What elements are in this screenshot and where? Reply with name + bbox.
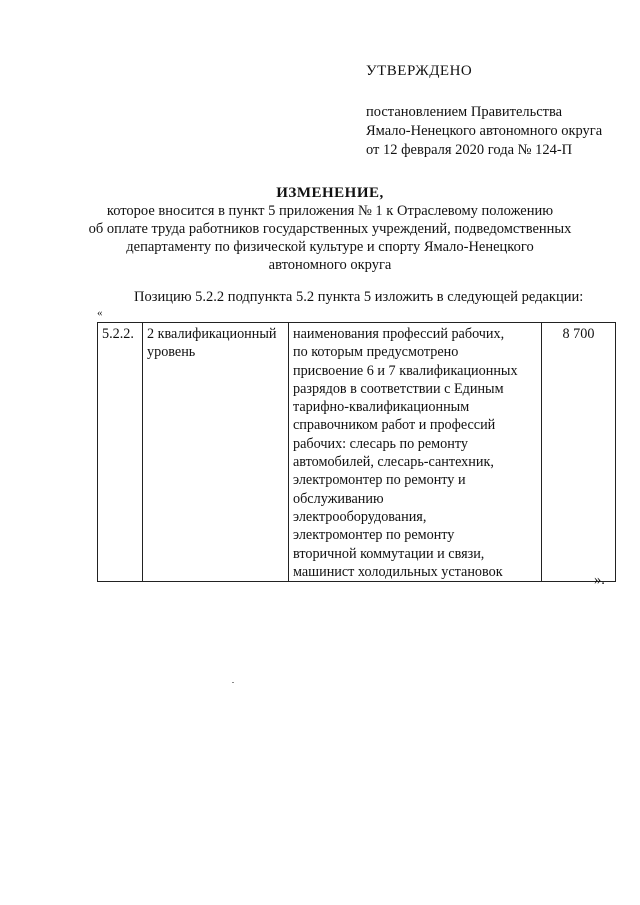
position-table <box>97 322 616 582</box>
approval-line: Ямало-Ненецкого автономного округа <box>366 123 603 139</box>
description-line: вторичной коммутации и связи, <box>293 545 485 562</box>
description-line: наименования профессий рабочих, <box>293 326 505 342</box>
description-line: обслуживанию <box>293 490 384 507</box>
heading-line: департаменту по физической культуре и спорту Ямало-Ненецкого <box>126 239 534 255</box>
description-line: автомобилей, слесарь-сантехник, <box>293 454 494 471</box>
level-line: уровень <box>147 344 196 361</box>
description-line: тарифно-квалификационным <box>293 399 470 416</box>
approval-line: постановлением Правительства <box>366 104 563 120</box>
opening-quote: « <box>97 307 103 319</box>
document-heading <box>60 184 600 274</box>
closing-quote: ». <box>594 572 605 588</box>
cell-description <box>289 323 542 582</box>
description-line: электромонтер по ремонту <box>293 527 455 544</box>
heading-title: ИЗМЕНЕНИЕ, <box>276 185 384 201</box>
description-line: по которым предусмотрено <box>293 344 459 361</box>
description-line: рабочих: слесарь по ремонту <box>293 435 468 452</box>
level-line: 2 квалификационный <box>147 326 277 342</box>
cell-code <box>98 323 143 582</box>
approval-line: от 12 февраля 2020 года № 124-П <box>366 142 573 158</box>
scan-speck <box>232 682 234 683</box>
description-line: справочником работ и профессий <box>293 417 496 434</box>
heading-line: которое вносится в пункт 5 приложения № 1 к Отраслевому положению <box>106 203 554 219</box>
description-line: электрооборудования, <box>293 508 427 525</box>
description-line: разрядов в соответствии с Единым <box>293 380 504 397</box>
salary-amount: 8 700 <box>562 326 595 342</box>
approval-title: УТВЕРЖДЕНО <box>366 63 473 79</box>
position-code: 5.2.2. <box>102 326 134 342</box>
description-line: машинист холодильных установок <box>293 563 503 580</box>
description-line: электромонтер по ремонту и <box>293 472 466 489</box>
heading-line: автономного округа <box>268 257 392 273</box>
intro-paragraph: Позицию 5.2.2 подпункта 5.2 пункта 5 изложить в следующей редакции: <box>134 289 584 305</box>
approval-block <box>366 62 626 160</box>
cell-level <box>143 323 289 582</box>
table-row <box>98 323 616 582</box>
heading-line: об оплате труда работников государственных учреждений, подведомственных <box>88 221 572 237</box>
description-line: присвоение 6 и 7 квалификационных <box>293 362 518 379</box>
cell-amount <box>542 323 616 582</box>
